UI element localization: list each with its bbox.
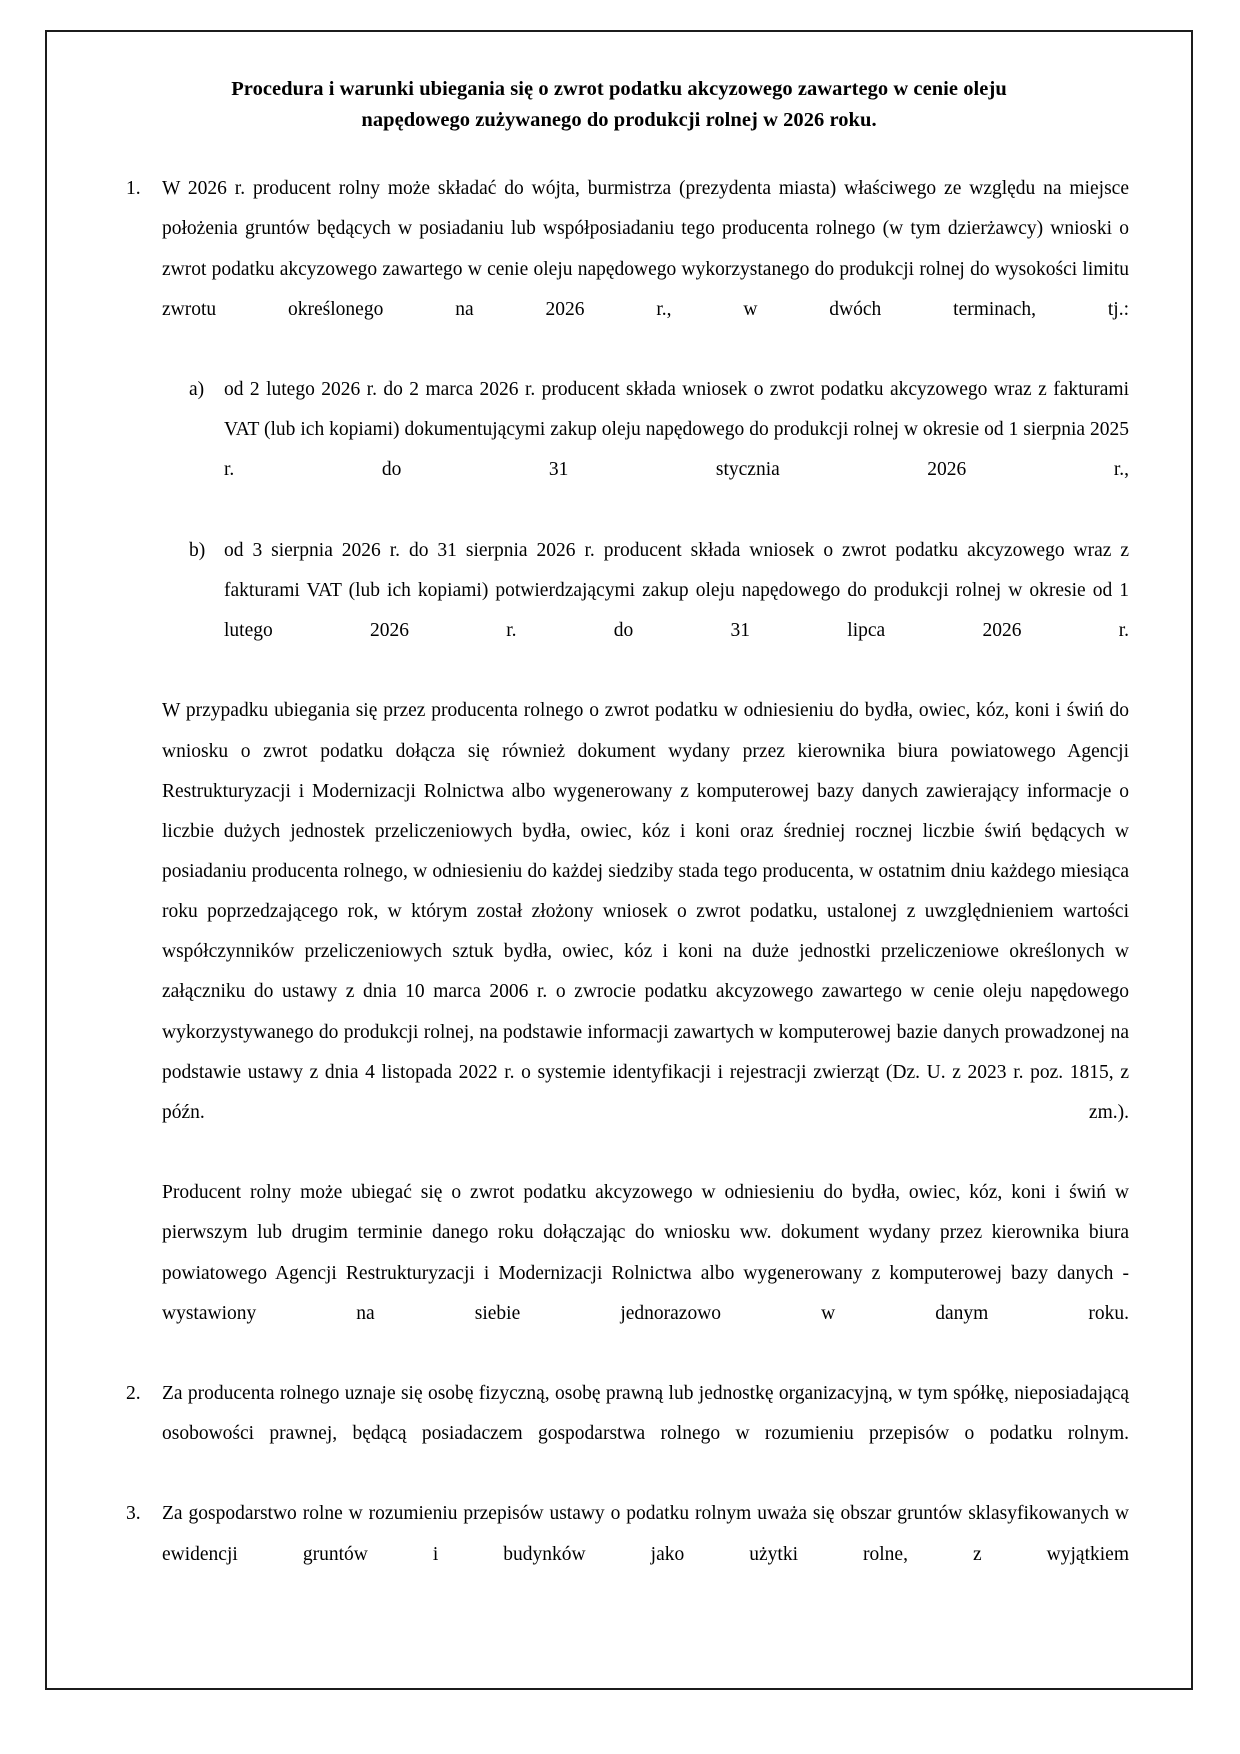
document-page [45, 30, 1193, 1690]
list-item-1-text: W 2026 r. producent rolny może składać do wójta, burmistrza (prezydenta miasta) właściwego ze względu na miejsce położenia gruntów będących w posiadaniu lub współposiadaniu tego producenta rolnego (w tym dzierżawcy) wnioski o zwrot podatku akcyzowego zawartego w cenie oleju napędowego wykorzystanego do produkcji rolnej do wysokości limitu zwrotu określonego na 2026 r., w dwóch terminach, tj.: [162, 178, 1129, 320]
sub-list-item-a [162, 370, 1129, 531]
list-item-3-text: Za gospodarstwo rolne w rozumieniu przepisów ustawy o podatku rolnym uważa się obszar gruntów sklasyfikowanych w ewidencji gruntów i budynków jako użytki rolne, z wyjątkiem [162, 1503, 1129, 1565]
sub-list-item-a-marker: a) [189, 379, 205, 401]
list-item-3 [109, 1494, 1129, 1614]
sub-list-item-a-text: od 2 lutego 2026 r. do 2 marca 2026 r. producent składa wniosek o zwrot podatku akcyzowego wraz z fakturami VAT (lub ich kopiami) dokumentującymi zakup oleju napędowego do produkcji rolnej w okresie od 1 sierpnia 2025 r. do 31 stycznia 2026 r., [224, 379, 1129, 481]
list-item-1 [109, 169, 1129, 1374]
list-item-1-paragraph-2: Producent rolny może ubiegać się o zwrot podatku akcyzowego w odniesieniu do bydła, owiec, kóz, koni i świń w pierwszym lub drugim terminie danego roku dołączając do wniosku ww. dokument wydany przez kierownika biura powiatowego Agencji Restrukturyzacji i Modernizacji Rolnictwa albo wygenerowany z komputerowej bazy danych - wystawiony na siebie jednorazowo w danym roku. [162, 1182, 1129, 1324]
sub-list-item-b [162, 531, 1129, 692]
sub-list-item-b-marker: b) [189, 539, 206, 561]
page-title: Procedura i warunki ubiegania się o zwrot podatku akcyzowego zawartego w cenie oleju napędowego zużywanego do produkcji rolnej w 2026 roku. [231, 78, 1007, 132]
list-item-1-paragraph-1: W przypadku ubiegania się przez producenta rolnego o zwrot podatku w odniesieniu do bydła, owiec, kóz, koni i świń do wniosku o zwrot podatku dołącza się również dokument wydany przez kierownika biura powiatowego Agencji Restrukturyzacji i Modernizacji Rolnictwa albo wygenerowany z komputerowej bazy danych zawierający informacje o liczbie dużych jednostek przeliczeniowych bydła, owiec, kóz i koni oraz średniej rocznej liczbie świń będących w posiadaniu producenta rolnego, w odniesieniu do każdej siedziby stada tego producenta, w ostatnim dniu każdego miesiąca roku poprzedzającego rok, w którym został złożony wniosek o zwrot podatku, ustalonej z uwzględnieniem wartości współczynników przeliczeniowych sztuk bydła, owiec, kóz i koni na duże jednostki przeliczeniowe określonych w załączniku do ustawy z dnia 10 marca 2006 r. o zwrocie podatku akcyzowego zawartego w cenie oleju napędowego wykorzystywanego do produkcji rolnej, na podstawie informacji zawartych w komputerowej bazie danych prowadzonej na podstawie ustawy z dnia 4 listopada 2022 r. o systemie identyfikacji i rejestracji zwierząt (Dz. U. z 2023 r. poz. 1815, z późn. zm.). [162, 700, 1129, 1123]
sub-list-item-b-text: od 3 sierpnia 2026 r. do 31 sierpnia 2026 r. producent składa wniosek o zwrot podatku akcyzowego wraz z fakturami VAT (lub ich kopiami) potwierdzającymi zakup oleju napędowego do produkcji rolnej w okresie od 1 lutego 2026 r. do 31 lipca 2026 r. [224, 539, 1129, 642]
list-item-2-text: Za producenta rolnego uznaje się osobę fizyczną, osobę prawną lub jednostkę organizacyjną, w tym spółkę, nieposiadającą osobowości prawnej, będącą posiadaczem gospodarstwa rolnego w rozumieniu przepisów o podatku rolnym. [162, 1383, 1129, 1445]
procedure-list [109, 169, 1129, 1615]
sub-list-1 [162, 370, 1129, 691]
list-item-2 [109, 1374, 1129, 1494]
page-content [47, 32, 1191, 1615]
list-item-1-body [162, 691, 1129, 1374]
